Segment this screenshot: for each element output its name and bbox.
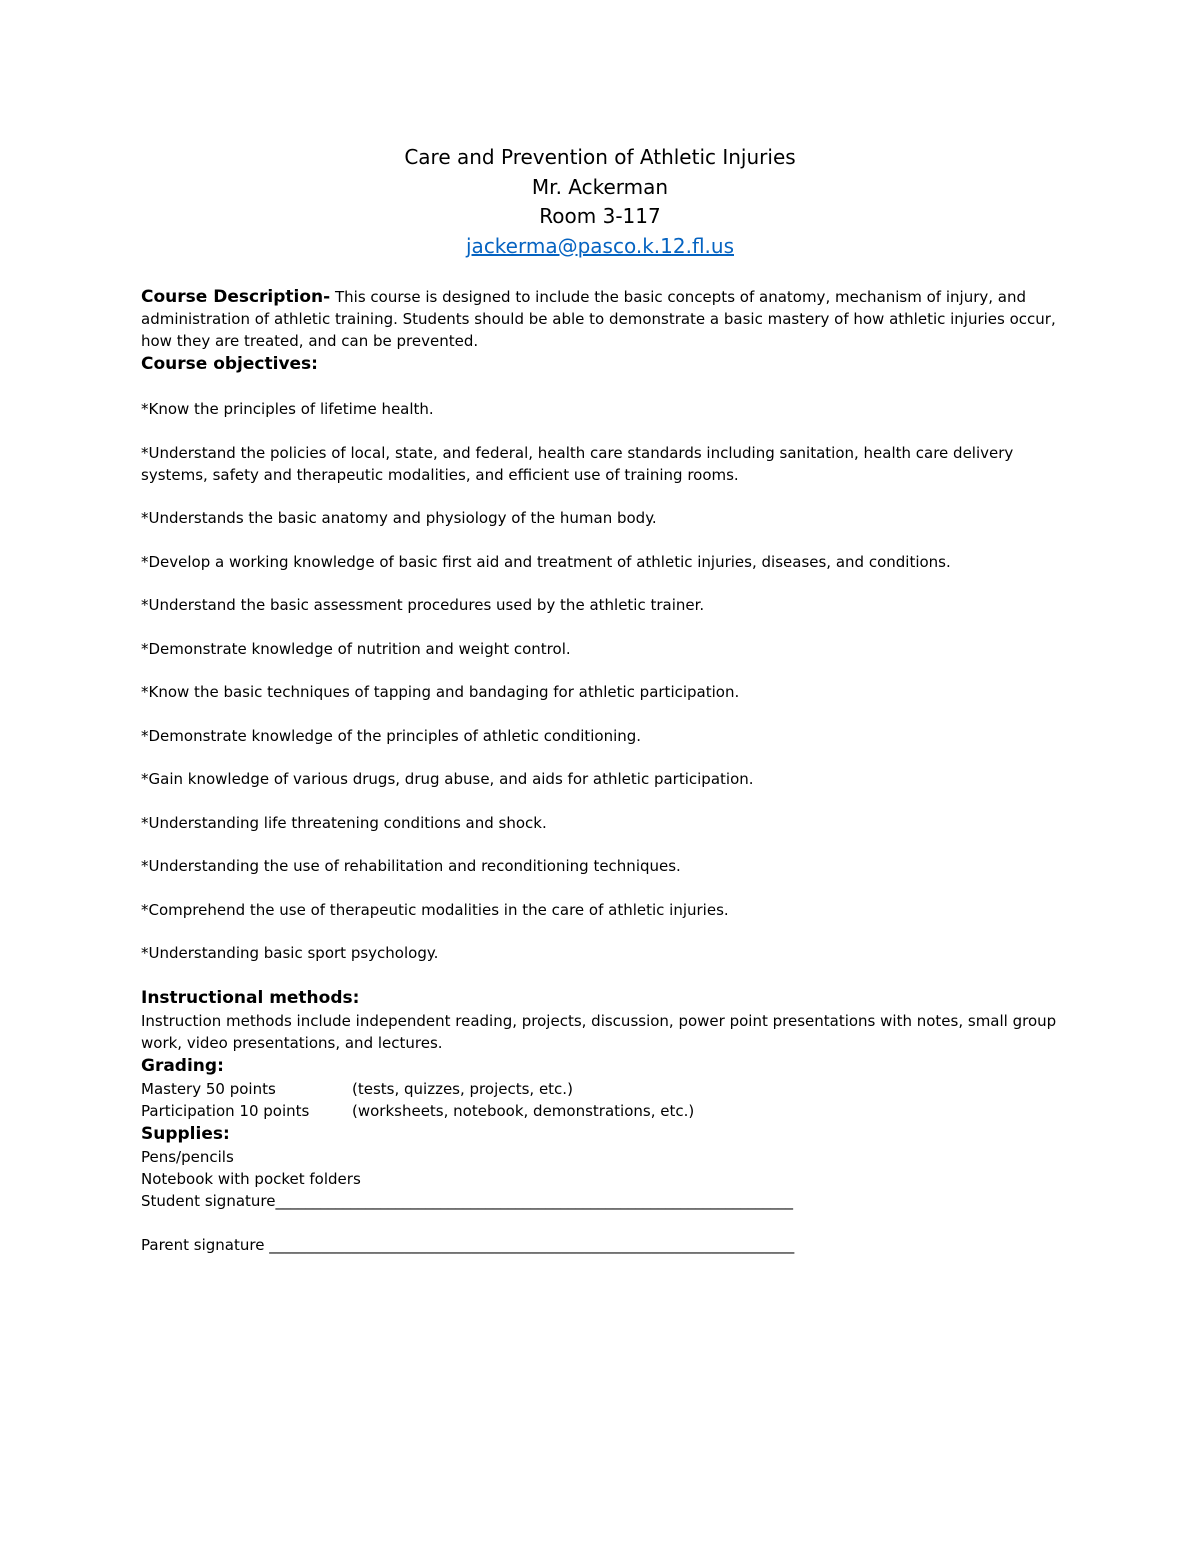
objective-item: *Understands the basic anatomy and physiology of the human body. [141,509,657,527]
instruction-text: Instruction methods include independent reading, projects, discussion, power point presentations with notes, small group work, video presentations, and lectures. [141,1011,1057,1052]
instruction-heading: Instructional methods: [141,987,360,1008]
grading-row [141,1078,1061,1100]
supply-item: Pens/pencils [141,1147,234,1166]
teacher-name: Mr. Ackerman [531,174,669,199]
document-header [0,143,1200,261]
objective-item: *Understanding basic sport psychology. [141,944,439,962]
objective-item: *Understand the policies of local, state, and federal, health care standards including sanitation, health care delivery systems, safety and therapeutic modalities, and efficient use of training rooms. [141,443,1014,484]
grading-detail: (tests, quizzes, projects, etc.) [352,1079,573,1098]
course-title: Care and Prevention of Athletic Injuries [404,145,796,169]
room-number: Room 3-117 [539,204,661,228]
parent-signature-line: Parent signature ______________________________________________________________________ [141,1235,795,1254]
student-signature-line: Student signature_____________________________________________________________________ [141,1191,793,1210]
objective-item: *Know the principles of lifetime health. [141,400,434,418]
course-description-label: Course Description- [141,287,331,307]
course-description [141,286,1061,352]
objectives-heading: Course objectives: [141,354,318,374]
email-link[interactable]: jackerma@pasco.k.12.fl.us [466,233,734,258]
supplies-heading: Supplies: [141,1123,230,1144]
objective-item: *Gain knowledge of various drugs, drug abuse, and aids for athletic participation. [141,770,754,788]
supply-item: Notebook with pocket folders [141,1169,361,1188]
grading-item: Mastery 50 points [141,1079,276,1098]
objective-item: *Demonstrate knowledge of nutrition and weight control. [141,639,571,658]
objective-item: *Know the basic techniques of tapping and bandaging for athletic participation. [141,683,740,701]
objective-item: *Comprehend the use of therapeutic modalities in the care of athletic injuries. [141,900,729,919]
objective-item: *Understanding the use of rehabilitation and reconditioning techniques. [141,857,681,875]
objective-item: *Understand the basic assessment procedures used by the athletic trainer. [141,596,705,614]
grading-item: Participation 10 points [141,1101,310,1120]
course-description-text: This course is designed to include the basic concepts of anatomy, mechanism of injury, and administration of athletic training. Students should be able to demonstrate a basic mastery of how athletic injuries occur, how they are treated, and can be prevented. [141,288,1056,350]
objective-item: *Demonstrate knowledge of the principles of athletic conditioning. [141,726,642,745]
objective-item: *Understanding life threatening conditions and shock. [141,813,547,832]
objectives-list [141,398,1061,964]
grading-heading: Grading: [141,1055,224,1076]
grading-detail: (worksheets, notebook, demonstrations, etc.) [352,1101,695,1120]
grading-row [141,1100,1061,1122]
objective-item: *Develop a working knowledge of basic first aid and treatment of athletic injuries, diseases, and conditions. [141,552,951,571]
document-body [141,286,1061,1256]
